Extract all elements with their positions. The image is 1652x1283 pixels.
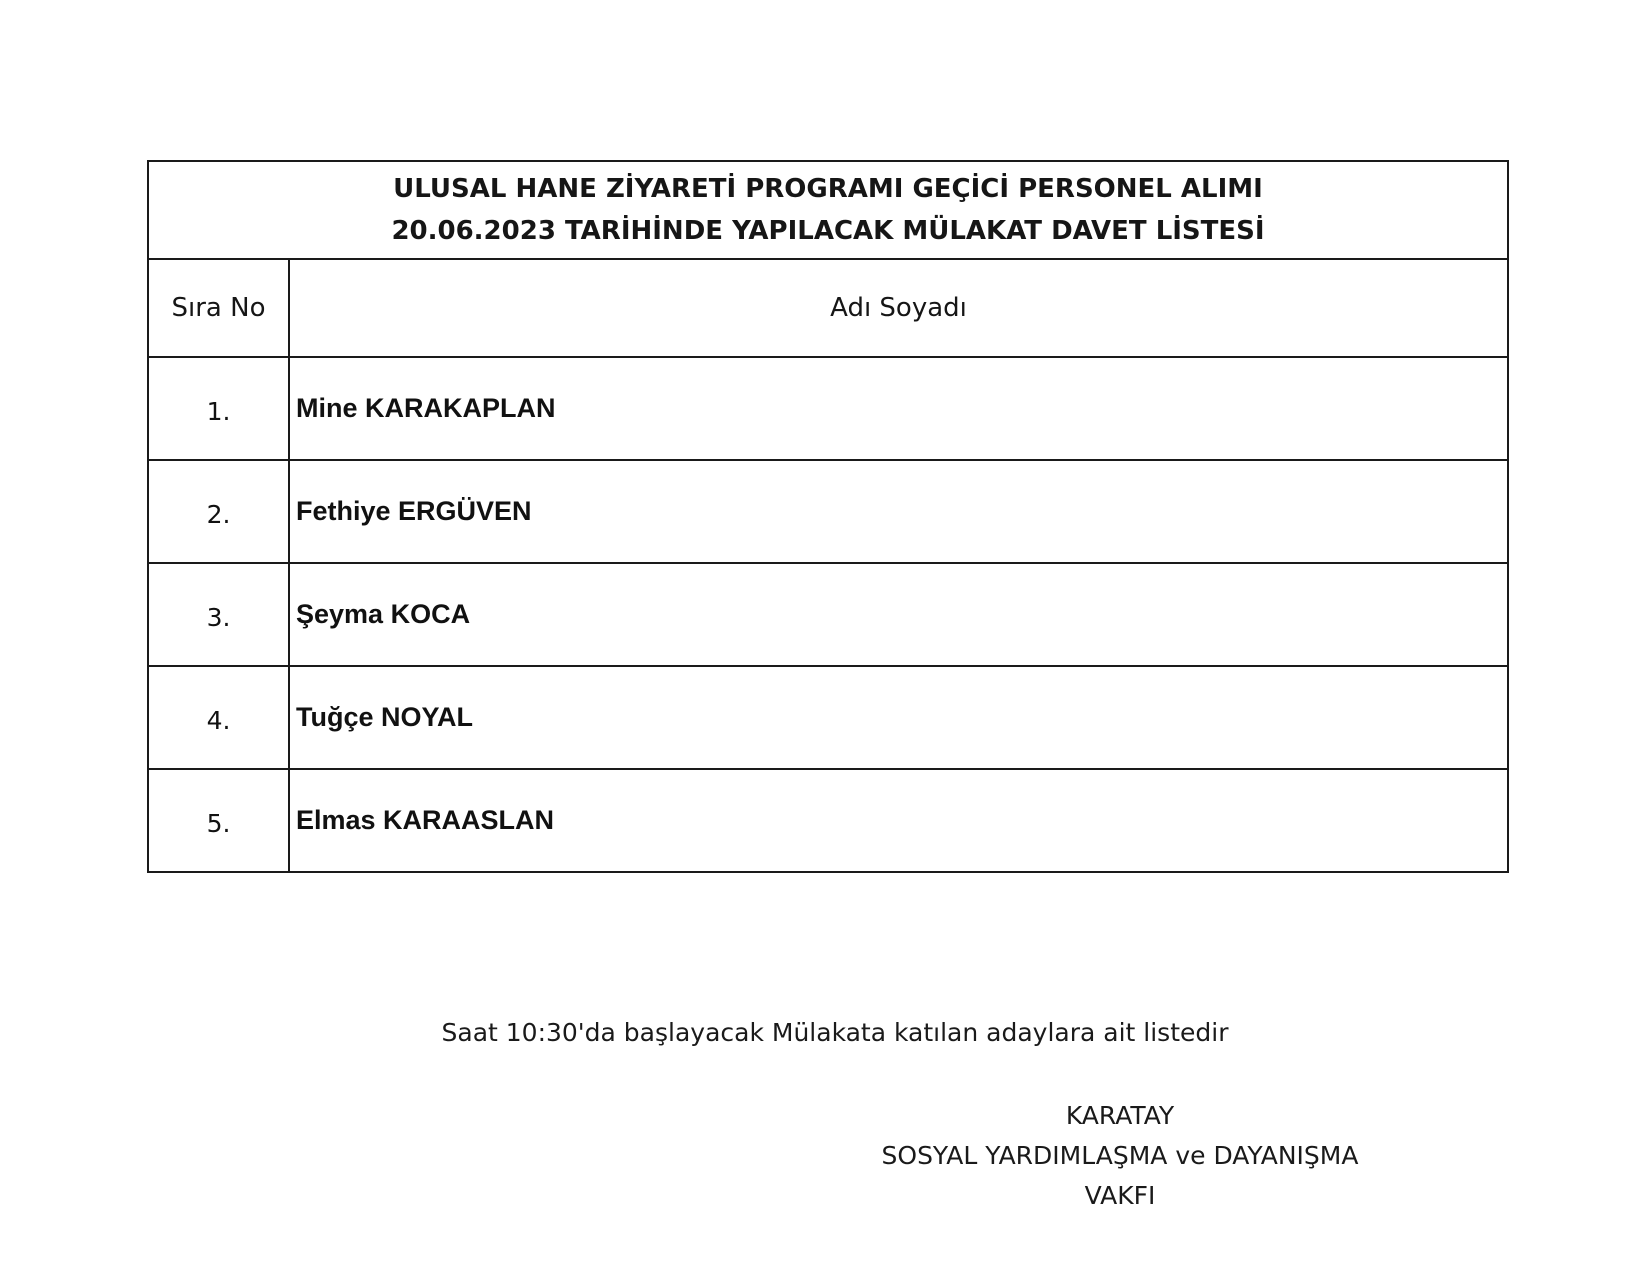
table-row — [148, 563, 1508, 666]
row-number: 1. — [148, 357, 289, 460]
title-line-1: ULUSAL HANE ZİYARETİ PROGRAMI GEÇİCİ PERSONEL ALIMI — [393, 174, 1263, 204]
table-title-row — [148, 161, 1508, 259]
column-header-no: Sıra No — [148, 259, 289, 357]
row-number: 3. — [148, 563, 289, 666]
schedule-note: Saat 10:30'da başlayacak Mülakata katılan adaylara ait listedir — [441, 1018, 1229, 1047]
table-title — [148, 161, 1508, 259]
table-row — [148, 460, 1508, 563]
candidate-name: Şeyma KOCA — [289, 563, 1508, 666]
column-header-name: Adı Soyadı — [289, 259, 1508, 357]
row-number: 4. — [148, 666, 289, 769]
candidate-name: Mine KARAKAPLAN — [289, 357, 1508, 460]
row-number: 5. — [148, 769, 289, 872]
table-row — [148, 357, 1508, 460]
candidate-name: Tuğçe NOYAL — [289, 666, 1508, 769]
row-number: 2. — [148, 460, 289, 563]
table-row — [148, 666, 1508, 769]
organization-signature — [860, 1096, 1380, 1216]
organization-line-1: KARATAY — [1065, 1101, 1175, 1130]
title-line-2: 20.06.2023 TARİHİNDE YAPILACAK MÜLAKAT DAVET LİSTESİ — [391, 216, 1265, 246]
candidate-name: Fethiye ERGÜVEN — [289, 460, 1508, 563]
organization-line-2: SOSYAL YARDIMLAŞMA ve DAYANIŞMA — [881, 1141, 1359, 1170]
table-header-row — [148, 259, 1508, 357]
table-row — [148, 769, 1508, 872]
organization-line-3: VAKFI — [1084, 1181, 1156, 1210]
invitation-table — [147, 160, 1509, 873]
candidate-name: Elmas KARAASLAN — [289, 769, 1508, 872]
